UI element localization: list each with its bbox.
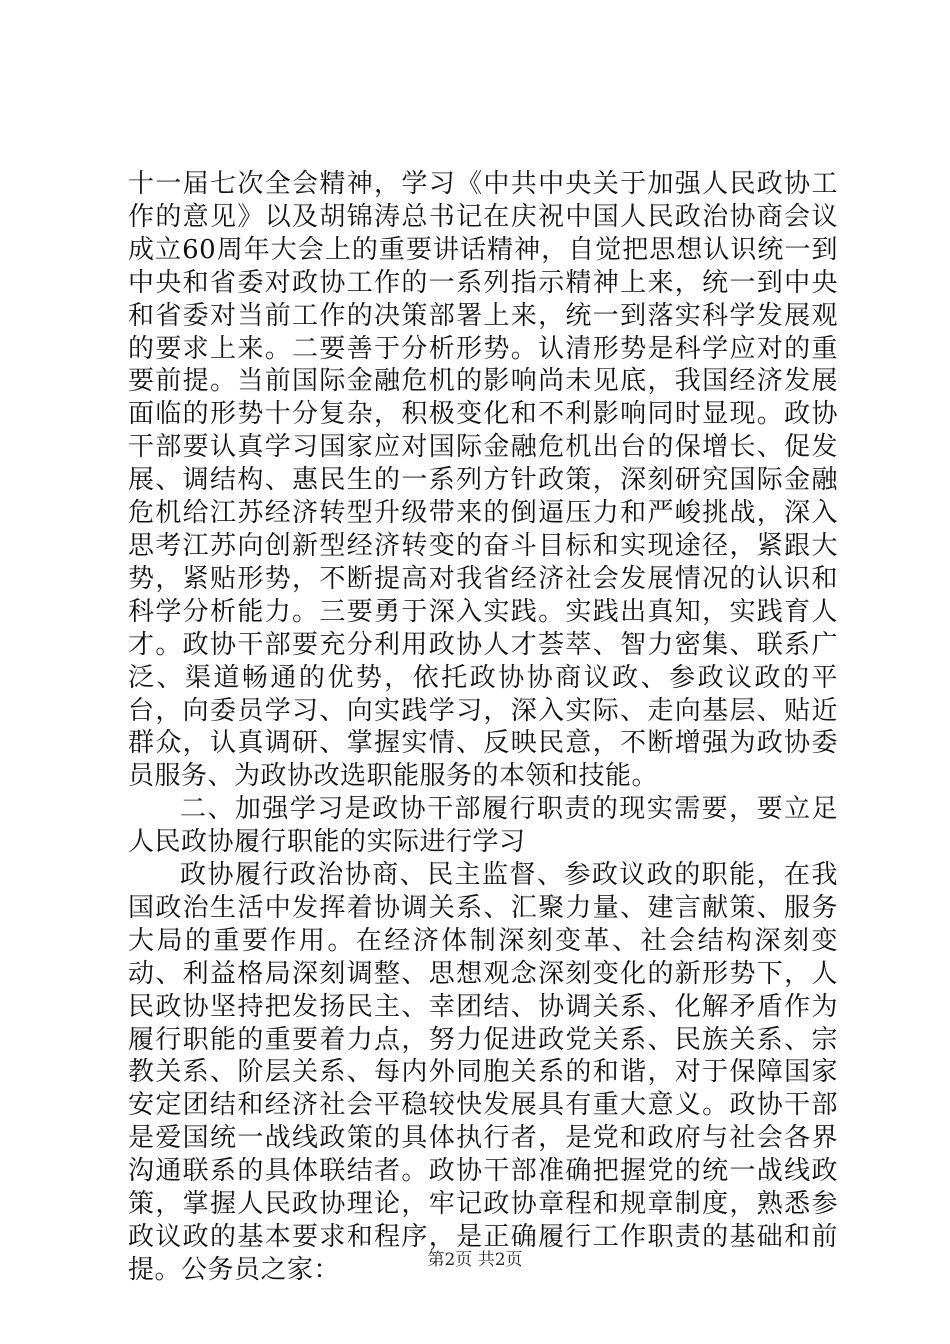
paragraph: 政协履行政治协商、民主监督、参政议政的职能，在我国政治生活中发挥着协调关系、汇聚力量、建言献策、服务大局的重要作用。在经济体制深刻变革、社会结构深刻变动、利益格局深刻调整、思想观念深刻变化的新形势下，人民政协坚持把发扬民主、幸团结、协调关系、化解矛盾作为履行职能的重要着力点，努力促进政党关系、民族关系、宗教关系、阶层关系、每内外同胞关系的和谐，对于保障国家安定团结和经济社会平稳较快发展具有重大意义。政协干部是爱国统一战线政策的具体执行者，是党和政府与社会各界沟通联系的具体联结者。政协干部准确把握党的统一战线政策，掌握人民政协理论，牢记政协章程和规章制度，熟悉参政议政的基本要求和程序，是正确履行工作职责的基础和前提。公务员之家： <box>128 860 838 1285</box>
section-heading: 二、加强学习是政协干部履行职责的现实需要，要立足人民政协履行职能的实际进行学习 <box>128 794 838 858</box>
paragraph-continued: 十一届七次全会精神，学习《中共中央关于加强人民政协工作的意见》以及胡锦涛总书记在庆祝中国人民政治协商会议成立60周年大会上的重要讲话精神，自觉把思想认识统一到中央和省委对政协工作的一系列指示精神上来，统一到中央和省委对当前工作的决策部署上来，统一到落实科学发展观的要求上来。二要善于分析形势。认清形势是科学应对的重要前提。当前国际金融危机的影响尚未见底，我国经济发展面临的形势十分复杂，积极变化和不利影响同时显现。政协干部要认真学习国家应对国际金融危机出台的保增长、促发展、调结构、惠民生的一系列方针政策，深刻研究国际金融危机给江苏经济转型升级带来的倒逼压力和严峻挑战，深入思考江苏向创新型经济转变的奋斗目标和实现途径，紧跟大势，紧贴形势，不断提高对我省经济社会发展情况的认识和科学分析能力。三要勇于深入实践。实践出真知，实践育人才。政协干部要充分利用政协人才荟萃、智力密集、联系广泛、渠道畅通的优势，依托政协协商议政、参政议政的平台，向委员学习、向实践学习，深入实际、走向基层、贴近群众，认真调研、掌握实情、反映民意，不断增强为政协委员服务、为政协改选职能服务的本领和技能。 <box>128 169 838 792</box>
page-footer: 第2页 共2页 <box>427 1250 523 1270</box>
document-body <box>128 168 838 1287</box>
